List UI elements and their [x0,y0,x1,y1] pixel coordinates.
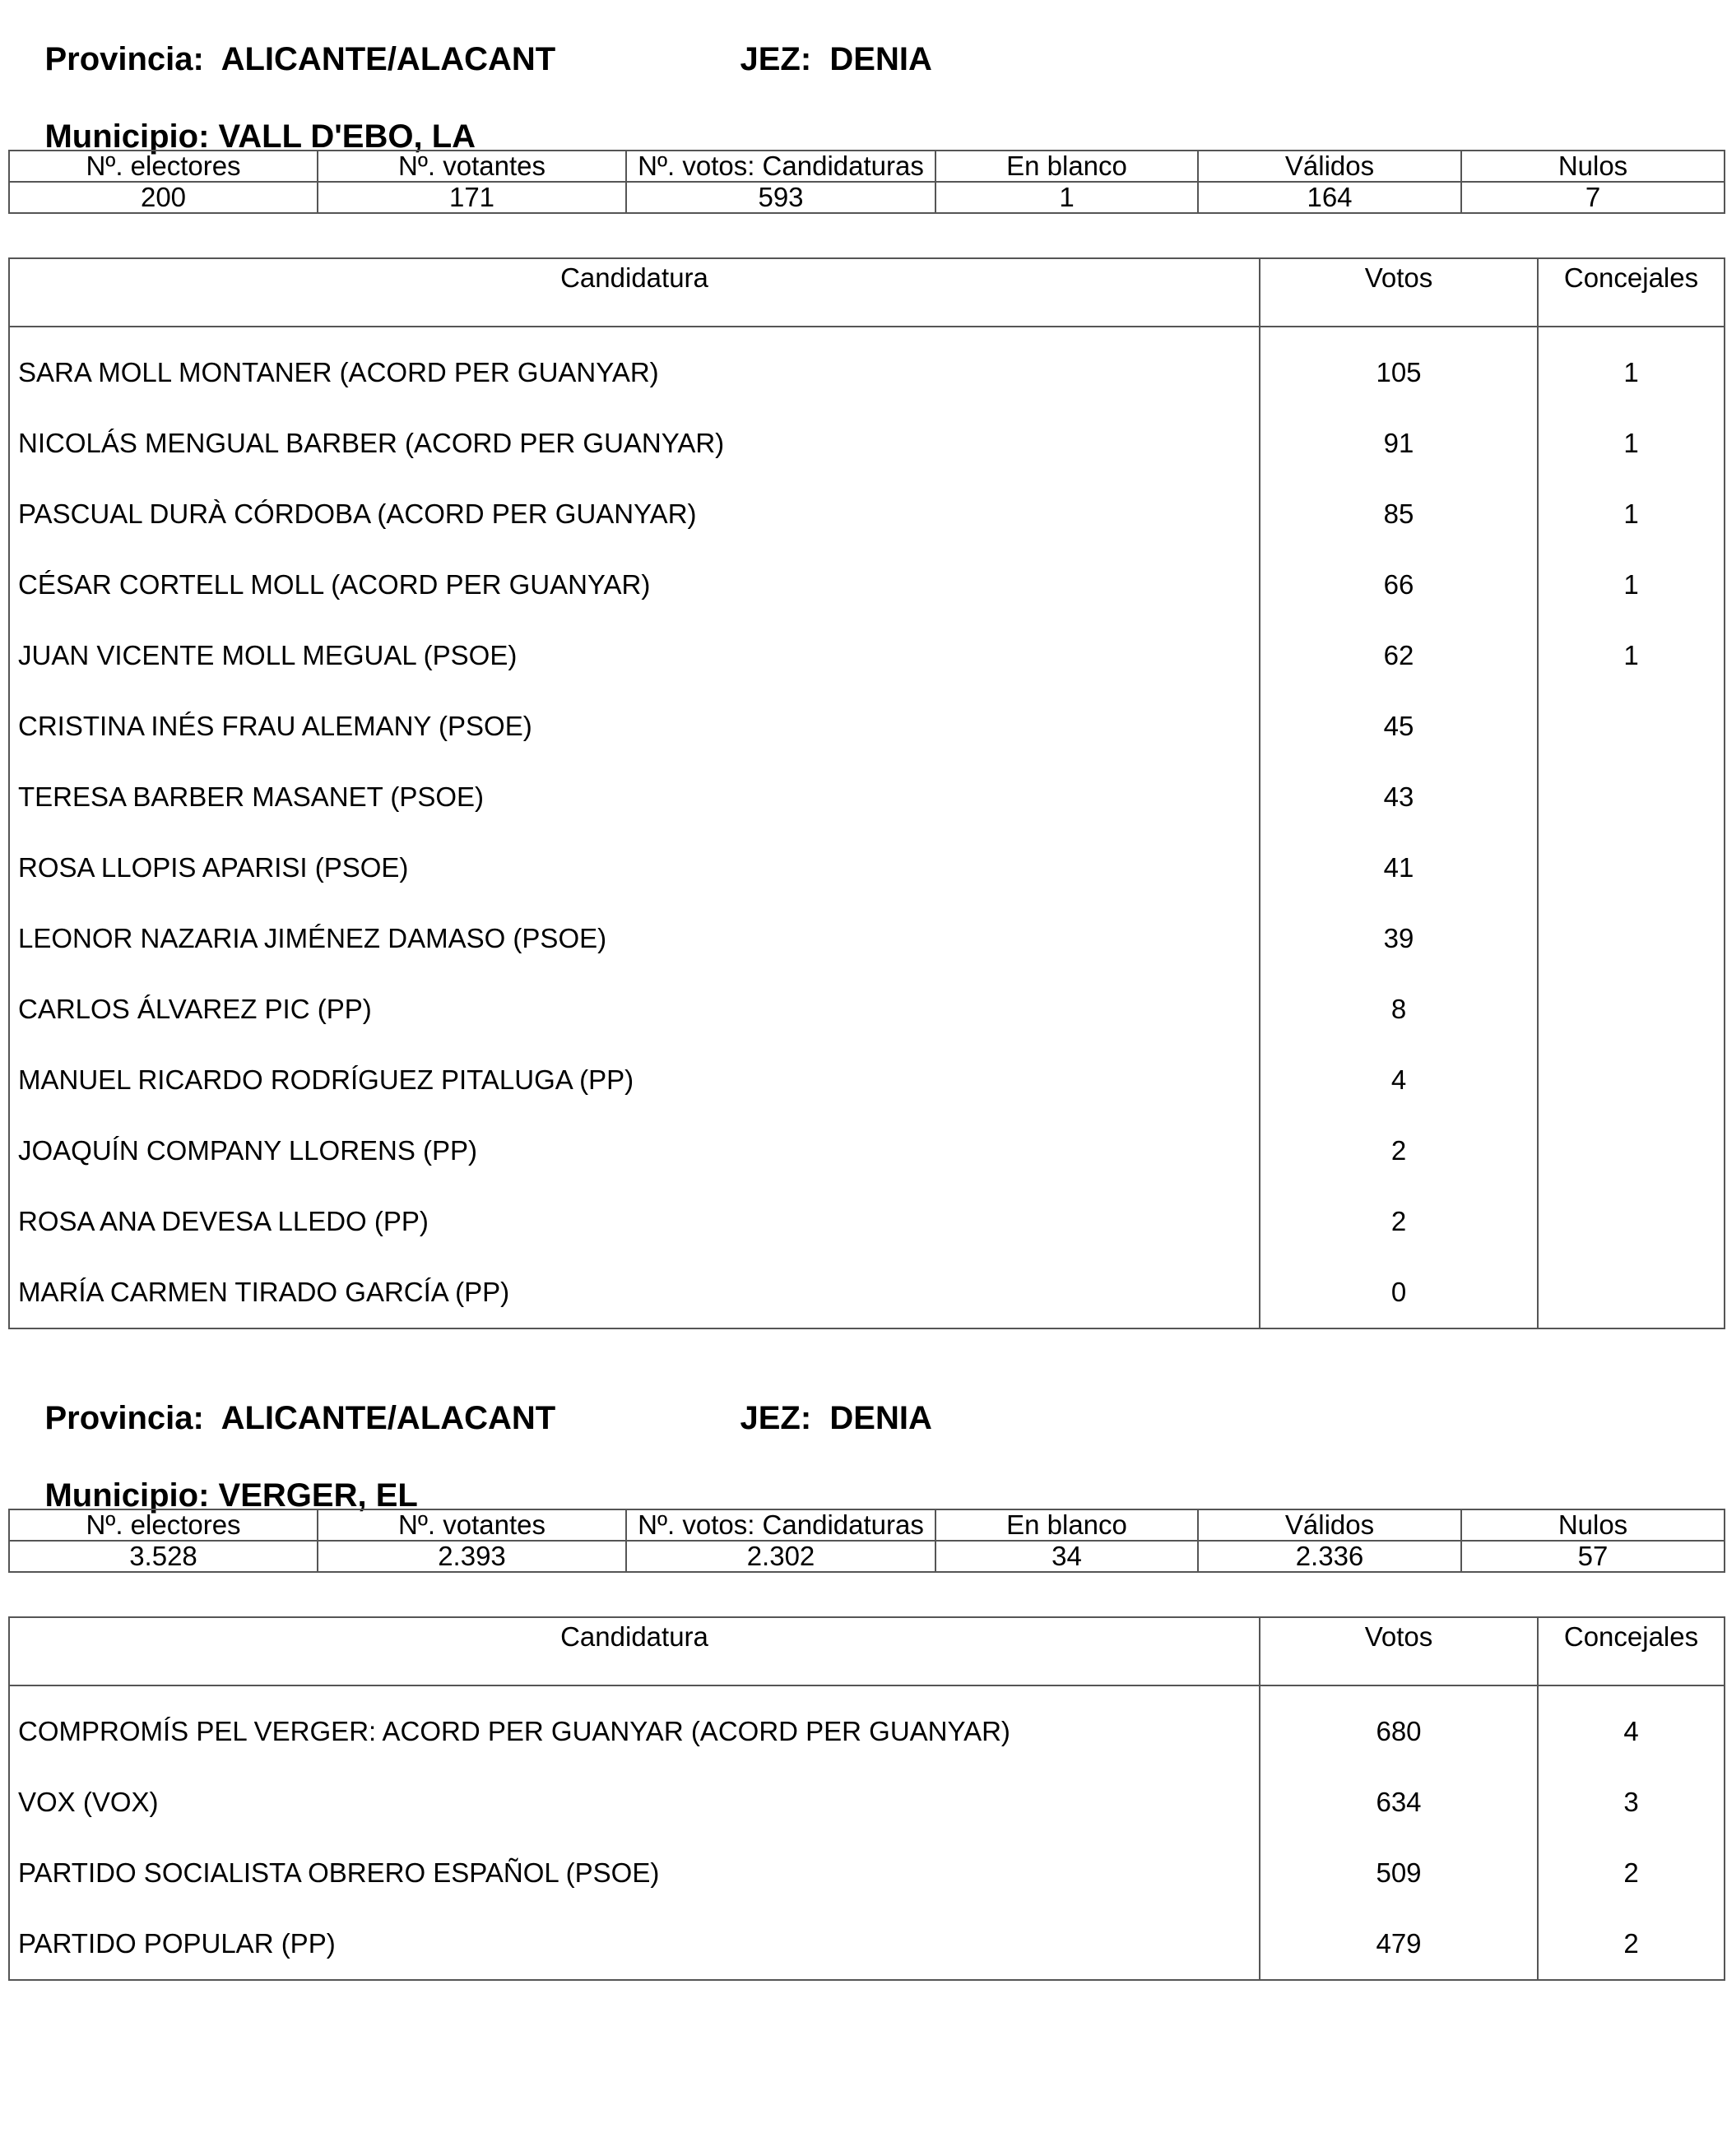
candidate-votos: 4 [1260,1045,1538,1115]
jez-value: DENIA [829,1400,932,1436]
candidate-votos: 2 [1260,1186,1538,1257]
candidate-votos: 2 [1260,1115,1538,1186]
summary-table [8,150,1725,214]
candidate-name: ROSA LLOPIS APARISI (PSOE) [9,832,1260,903]
summary-header-cell: Nº. votos: Candidaturas [626,1509,935,1541]
summary-header-cell: Válidos [1198,151,1461,182]
candidate-votos: 85 [1260,479,1538,549]
candidate-name: SARA MOLL MONTANER (ACORD PER GUANYAR) [9,327,1260,408]
candidate-name: ROSA ANA DEVESA LLEDO (PP) [9,1186,1260,1257]
summary-header-row [9,151,1725,182]
table-row [9,1767,1725,1838]
jez-value: DENIA [829,41,932,77]
candidate-concejales: 1 [1538,408,1725,479]
concejales-header: Concejales [1538,258,1725,327]
table-row [9,1908,1725,1980]
candidate-name: CARLOS ÁLVAREZ PIC (PP) [9,974,1260,1045]
candidate-name: MANUEL RICARDO RODRÍGUEZ PITALUGA (PP) [9,1045,1260,1115]
summary-value-cell: 1 [935,182,1198,213]
candidate-concejales [1538,762,1725,832]
candidate-concejales [1538,974,1725,1045]
table-row [9,1115,1725,1186]
votos-header: Votos [1260,1617,1538,1685]
summary-value-cell: 593 [626,182,935,213]
candidate-votos: 509 [1260,1838,1538,1908]
candidate-name: LEONOR NAZARIA JIMÉNEZ DAMASO (PSOE) [9,903,1260,974]
summary-header-cell: Nº. votantes [318,1509,626,1541]
candidate-concejales [1538,832,1725,903]
summary-header-row [9,1509,1725,1541]
candidate-votos: 91 [1260,408,1538,479]
candidate-concejales: 1 [1538,327,1725,408]
summary-header-cell: Nº. electores [9,151,318,182]
summary-value-cell: 7 [1461,182,1725,213]
candidate-name: PASCUAL DURÀ CÓRDOBA (ACORD PER GUANYAR) [9,479,1260,549]
provincia-label: Provincia: [44,41,204,77]
candidate-name: PARTIDO SOCIALISTA OBRERO ESPAÑOL (PSOE) [9,1838,1260,1908]
table-row [9,832,1725,903]
candidate-concejales: 4 [1538,1685,1725,1767]
municipio-label: Municipio: [44,1477,210,1514]
table-row [9,1257,1725,1328]
summary-value-cell: 200 [9,182,318,213]
provincia-value: ALICANTE/ALACANT [221,1400,556,1436]
candidate-votos: 41 [1260,832,1538,903]
candidate-concejales [1538,1045,1725,1115]
summary-table [8,1509,1725,1573]
provincia-label: Provincia: [44,1400,204,1436]
jez-header [703,1359,932,1477]
candidate-name: CRISTINA INÉS FRAU ALEMANY (PSOE) [9,691,1260,762]
candidate-name: PARTIDO POPULAR (PP) [9,1908,1260,1980]
candidate-votos: 0 [1260,1257,1538,1328]
candidate-name: TERESA BARBER MASANET (PSOE) [9,762,1260,832]
summary-value-cell: 164 [1198,182,1461,213]
table-row [9,903,1725,974]
candidates-table [8,1616,1725,1981]
summary-value-cell: 57 [1461,1541,1725,1572]
candidate-votos: 634 [1260,1767,1538,1838]
candidates-table [8,257,1725,1329]
candidate-concejales [1538,1115,1725,1186]
table-row [9,1045,1725,1115]
candidate-concejales [1538,691,1725,762]
candidate-votos: 105 [1260,327,1538,408]
candidatura-header: Candidatura [9,1617,1260,1685]
table-row [9,479,1725,549]
summary-header-cell: Nulos [1461,151,1725,182]
candidate-name: VOX (VOX) [9,1767,1260,1838]
municipio-label: Municipio: [44,118,210,155]
summary-header-cell: En blanco [935,1509,1198,1541]
candidate-concejales [1538,1257,1725,1328]
candidate-concejales [1538,903,1725,974]
candidate-votos: 45 [1260,691,1538,762]
candidates-header-row [9,258,1725,327]
candidate-concejales: 1 [1538,620,1725,691]
candidate-concejales: 1 [1538,479,1725,549]
summary-value-cell: 2.393 [318,1541,626,1572]
candidatura-header: Candidatura [9,258,1260,327]
candidate-concejales: 2 [1538,1838,1725,1908]
table-row [9,549,1725,620]
table-row [9,408,1725,479]
summary-header-cell: En blanco [935,151,1198,182]
candidate-votos: 8 [1260,974,1538,1045]
summary-value-row [9,182,1725,213]
jez-label: JEZ: [740,41,812,77]
candidates-header-row [9,1617,1725,1685]
candidate-concejales: 3 [1538,1767,1725,1838]
candidate-concejales: 1 [1538,549,1725,620]
table-row [9,762,1725,832]
table-row [9,1186,1725,1257]
candidate-votos: 66 [1260,549,1538,620]
table-row [9,327,1725,408]
candidate-name: JUAN VICENTE MOLL MEGUAL (PSOE) [9,620,1260,691]
candidate-name: CÉSAR CORTELL MOLL (ACORD PER GUANYAR) [9,549,1260,620]
summary-header-cell: Nº. electores [9,1509,318,1541]
candidate-name: MARÍA CARMEN TIRADO GARCÍA (PP) [9,1257,1260,1328]
provincia-value: ALICANTE/ALACANT [221,41,556,77]
candidate-concejales: 2 [1538,1908,1725,1980]
candidate-name: NICOLÁS MENGUAL BARBER (ACORD PER GUANYAR) [9,408,1260,479]
summary-value-cell: 2.302 [626,1541,935,1572]
table-row [9,974,1725,1045]
candidate-votos: 62 [1260,620,1538,691]
concejales-header: Concejales [1538,1617,1725,1685]
candidate-votos: 680 [1260,1685,1538,1767]
municipio-value: VALL D'EBO, LA [218,118,476,155]
candidate-votos: 479 [1260,1908,1538,1980]
summary-value-cell: 3.528 [9,1541,318,1572]
candidate-name: JOAQUÍN COMPANY LLORENS (PP) [9,1115,1260,1186]
summary-header-cell: Nº. votos: Candidaturas [626,151,935,182]
municipio-value: VERGER, EL [218,1477,418,1514]
table-row [9,620,1725,691]
table-row [9,691,1725,762]
summary-header-cell: Válidos [1198,1509,1461,1541]
candidate-votos: 43 [1260,762,1538,832]
summary-value-row [9,1541,1725,1572]
summary-header-cell: Nº. votantes [318,151,626,182]
jez-label: JEZ: [740,1400,812,1436]
summary-header-cell: Nulos [1461,1509,1725,1541]
summary-value-cell: 34 [935,1541,1198,1572]
votos-header: Votos [1260,258,1538,327]
candidate-votos: 39 [1260,903,1538,974]
jez-header [703,0,932,118]
candidate-concejales [1538,1186,1725,1257]
summary-value-cell: 2.336 [1198,1541,1461,1572]
table-row [9,1685,1725,1767]
candidate-name: COMPROMÍS PEL VERGER: ACORD PER GUANYAR (ACORD PER GUANYAR) [9,1685,1260,1767]
table-row [9,1838,1725,1908]
summary-value-cell: 171 [318,182,626,213]
